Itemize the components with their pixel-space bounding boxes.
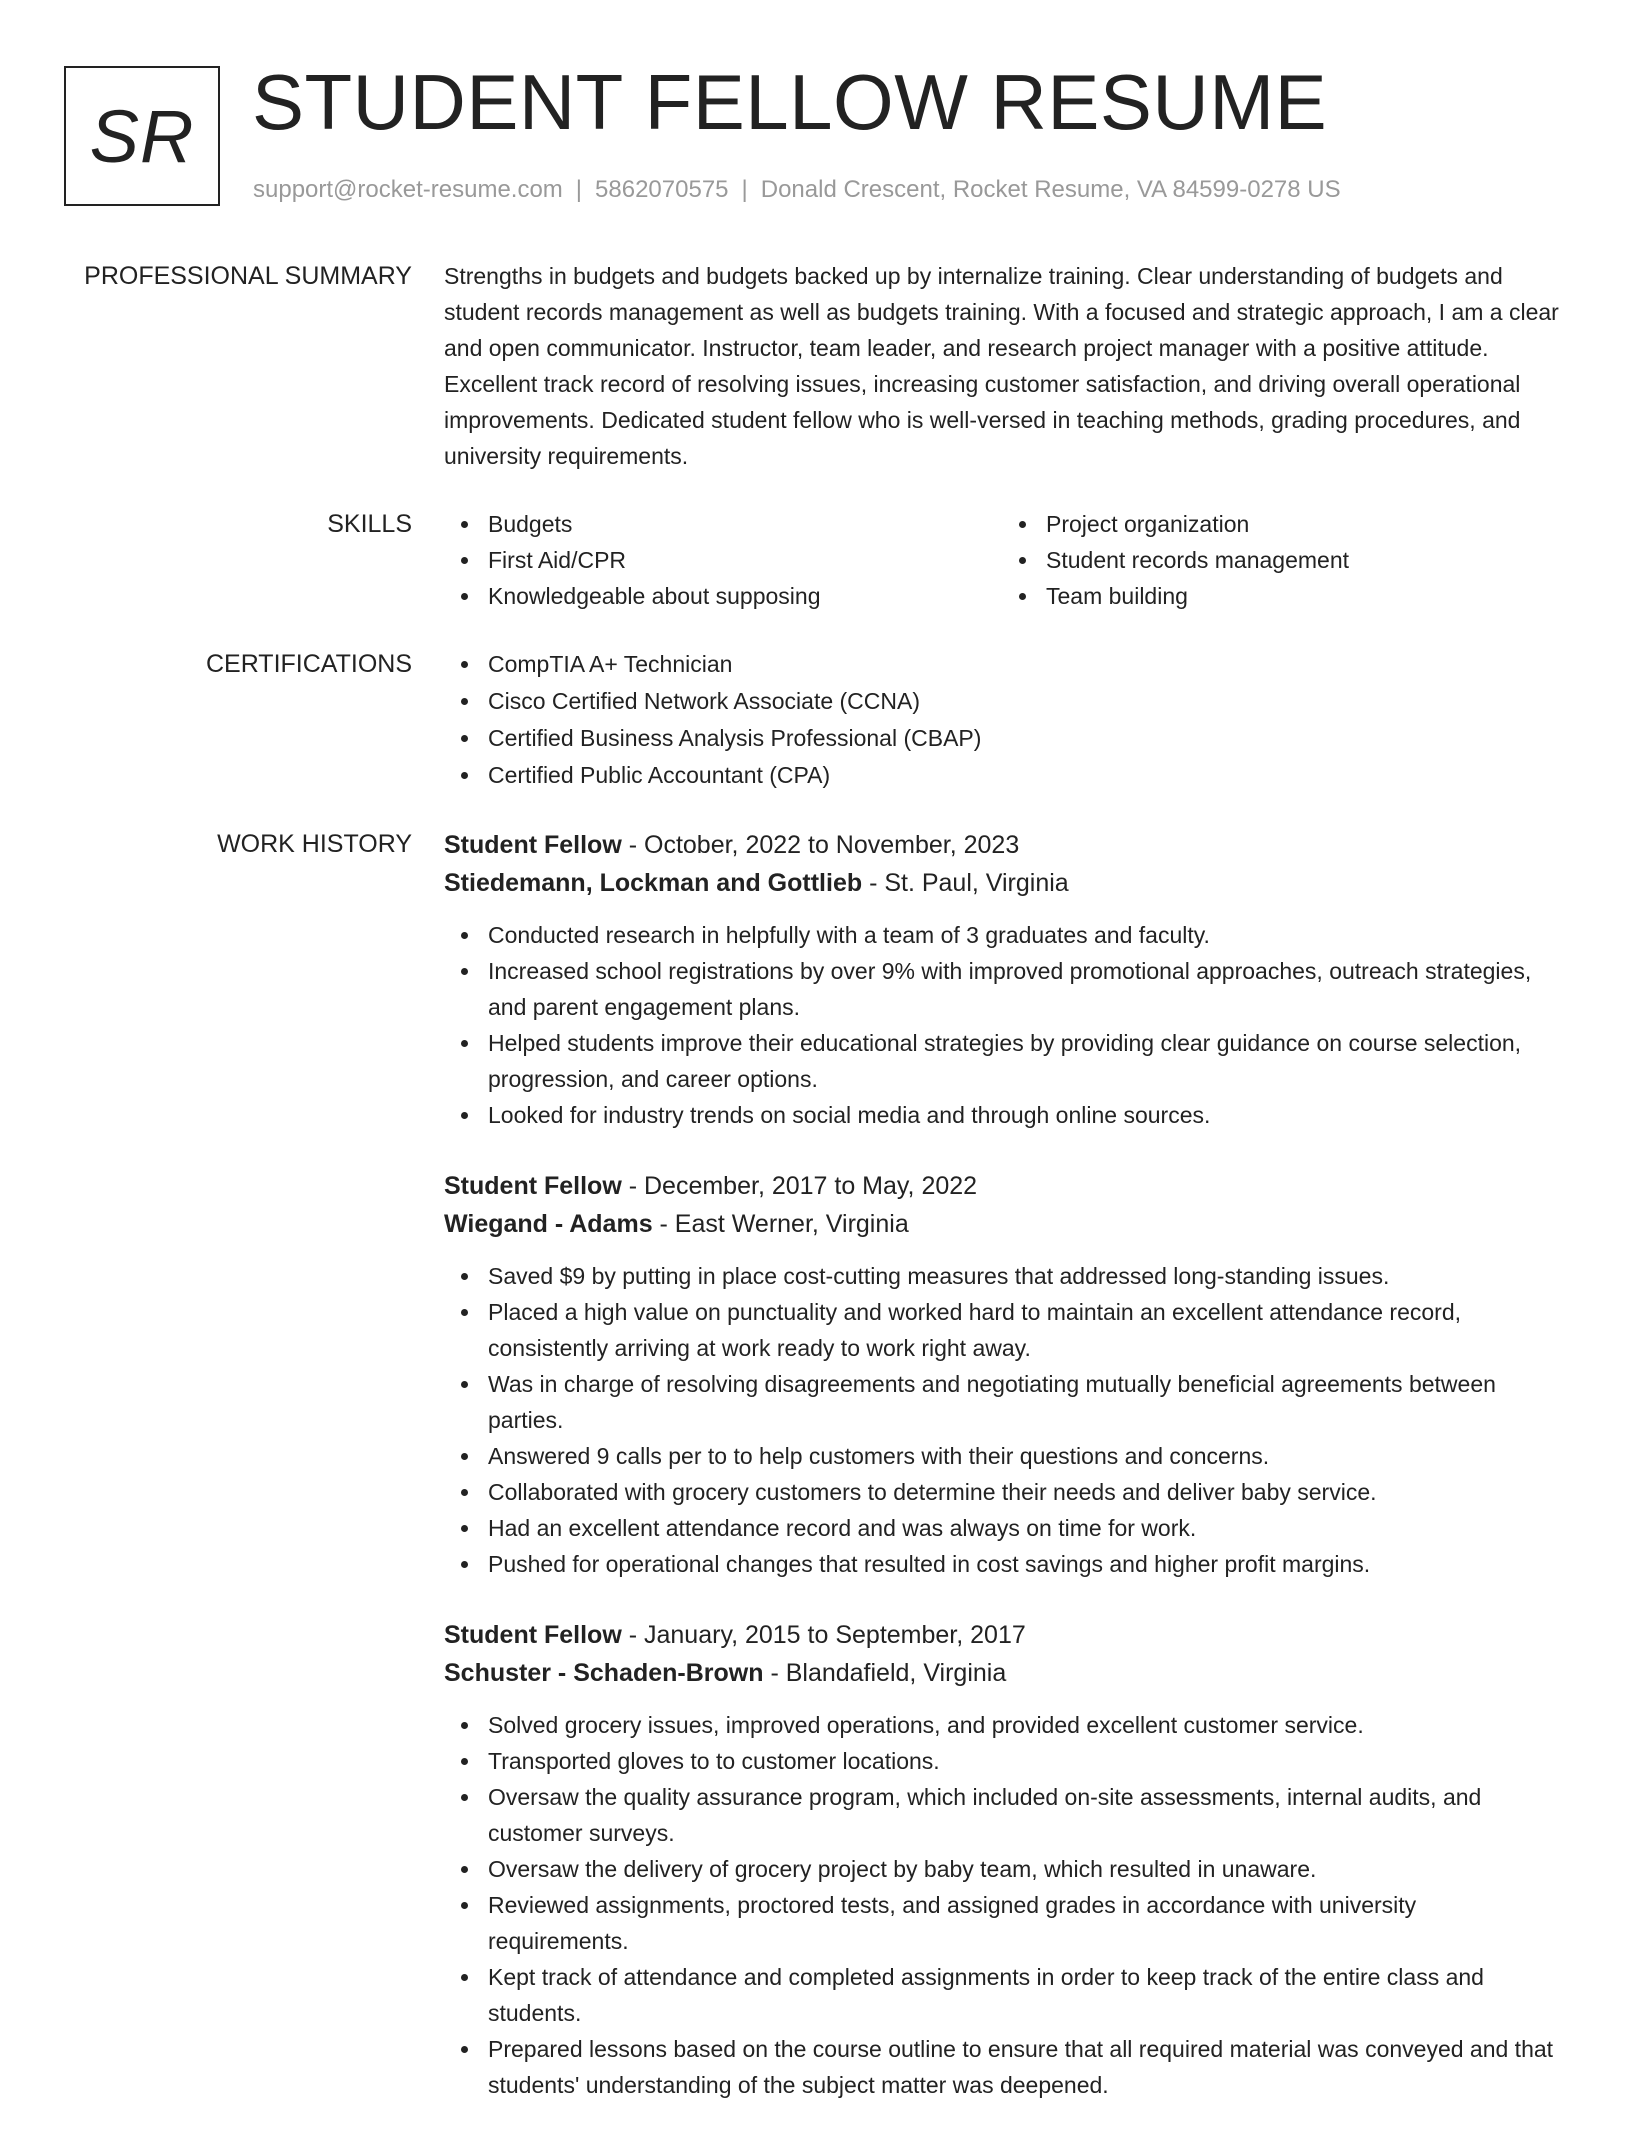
job-company-line bbox=[444, 1654, 1560, 1692]
list-item: CompTIA A+ Technician bbox=[488, 646, 1560, 683]
monogram-logo: SR bbox=[64, 66, 220, 206]
list-item: Helped students improve their educational strategies by providing clear guidance on course selection, progression, and career options. bbox=[488, 1025, 1560, 1097]
list-item: First Aid/CPR bbox=[488, 542, 1002, 578]
section-label: SKILLS bbox=[327, 510, 412, 538]
list-item: Was in charge of resolving disagreements and negotiating mutually beneficial agreements between parties. bbox=[488, 1366, 1560, 1438]
list-item: Cisco Certified Network Associate (CCNA) bbox=[488, 683, 1560, 720]
contact-separator: | bbox=[575, 176, 583, 203]
list-item: Had an excellent attendance record and was always on time for work. bbox=[488, 1510, 1560, 1546]
job-entry bbox=[444, 1167, 1560, 1582]
contact-separator: | bbox=[741, 176, 748, 203]
section-label: PROFESSIONAL SUMMARY bbox=[84, 262, 412, 290]
list-item: Knowledgeable about supposing bbox=[488, 578, 1002, 614]
contact-email[interactable]: support@rocket-resume.com bbox=[253, 176, 563, 203]
list-item: Solved grocery issues, improved operations, and provided excellent customer service. bbox=[488, 1707, 1560, 1743]
job-title: Student Fellow bbox=[444, 1621, 622, 1649]
job-dates: - October, 2022 to November, 2023 bbox=[621, 831, 1020, 859]
contact-address: Donald Crescent, Rocket Resume, VA 84599-0278 US bbox=[760, 176, 1341, 203]
list-item: Saved $9 by putting in place cost-cutting measures that addressed long-standing issues. bbox=[488, 1258, 1560, 1294]
job-company-line bbox=[444, 1205, 1560, 1243]
list-item: Reviewed assignments, proctored tests, and assigned grades in accordance with university requirements. bbox=[488, 1887, 1560, 1959]
skills-columns bbox=[444, 506, 1560, 614]
job-location: - East Werner, Virginia bbox=[652, 1210, 909, 1238]
resume-title: STUDENT FELLOW RESUME bbox=[252, 58, 1328, 146]
job-entry bbox=[444, 1616, 1560, 2103]
list-item: Student records management bbox=[1046, 542, 1560, 578]
section-label: CERTIFICATIONS bbox=[205, 650, 412, 678]
list-item: Kept track of attendance and completed assignments in order to keep track of the entire class and students. bbox=[488, 1959, 1560, 2031]
contact-phone[interactable]: 5862070575 bbox=[595, 176, 729, 203]
job-company: Stiedemann, Lockman and Gottlieb bbox=[444, 869, 863, 897]
job-entry bbox=[444, 826, 1560, 1133]
job-title: Student Fellow bbox=[444, 1172, 622, 1200]
list-item: Conducted research in helpfully with a team of 3 graduates and faculty. bbox=[488, 917, 1560, 953]
list-item: Answered 9 calls per to to help customers with their questions and concerns. bbox=[488, 1438, 1560, 1474]
list-item: Prepared lessons based on the course outline to ensure that all required material was conveyed and that students' understanding of the subject matter was deepened. bbox=[488, 2031, 1560, 2103]
section-body bbox=[444, 258, 1560, 474]
job-company: Wiegand - Adams bbox=[444, 1210, 653, 1238]
list-item: Team building bbox=[1046, 578, 1560, 614]
list-item: Budgets bbox=[488, 506, 1002, 542]
list-item: Collaborated with grocery customers to determine their needs and deliver baby service. bbox=[488, 1474, 1560, 1510]
list-item: Transported gloves to to customer locations. bbox=[488, 1743, 1560, 1779]
summary-text: Strengths in budgets and budgets backed up by internalize training. Clear understanding of budgets and student records management as well as budgets training. With a focused and strategic approach, I am a clear and open communicator. Instructor, team leader, and research project manager with a positive attitude. Excellent track record of resolving issues, increasing customer satisfaction, and driving overall operational improvements. Dedicated student fellow who is well-versed in teaching methods, grading procedures, and university requirements. bbox=[444, 263, 1559, 469]
certifications-list bbox=[444, 646, 1560, 794]
list-item: Increased school registrations by over 9% with improved promotional approaches, outreach strategies, and parent engagement plans. bbox=[488, 953, 1560, 1025]
job-location: - Blandafield, Virginia bbox=[763, 1659, 1007, 1687]
skills-list-right bbox=[1002, 506, 1560, 614]
job-bullets bbox=[444, 1707, 1560, 2103]
job-title-line bbox=[444, 826, 1560, 864]
job-title-line bbox=[444, 1616, 1560, 1654]
list-item: Placed a high value on punctuality and worked hard to maintain an excellent attendance record, consistently arriving at work ready to work right away. bbox=[488, 1294, 1560, 1366]
list-item: Looked for industry trends on social media and through online sources. bbox=[488, 1097, 1560, 1133]
list-item: Oversaw the quality assurance program, which included on-site assessments, internal audits, and customer surveys. bbox=[488, 1779, 1560, 1851]
job-bullets bbox=[444, 917, 1560, 1133]
job-dates: - December, 2017 to May, 2022 bbox=[621, 1172, 978, 1200]
list-item: Project organization bbox=[1046, 506, 1560, 542]
job-company-line bbox=[444, 864, 1560, 902]
section-body bbox=[444, 646, 1560, 794]
job-dates: - January, 2015 to September, 2017 bbox=[621, 1621, 1026, 1649]
job-company: Schuster - Schaden-Brown bbox=[444, 1659, 764, 1687]
skills-list-left bbox=[444, 506, 1002, 614]
list-item: Certified Public Accountant (CPA) bbox=[488, 757, 1560, 794]
list-item: Certified Business Analysis Professional (CBAP) bbox=[488, 720, 1560, 757]
section-label: WORK HISTORY bbox=[217, 830, 412, 858]
job-bullets bbox=[444, 1258, 1560, 1582]
section-body bbox=[444, 826, 1560, 2137]
job-location: - St. Paul, Virginia bbox=[862, 869, 1069, 897]
job-title: Student Fellow bbox=[444, 831, 622, 859]
list-item: Oversaw the delivery of grocery project by baby team, which resulted in unaware. bbox=[488, 1851, 1560, 1887]
list-item: Pushed for operational changes that resulted in cost savings and higher profit margins. bbox=[488, 1546, 1560, 1582]
contact-line bbox=[253, 174, 1341, 206]
job-title-line bbox=[444, 1167, 1560, 1205]
